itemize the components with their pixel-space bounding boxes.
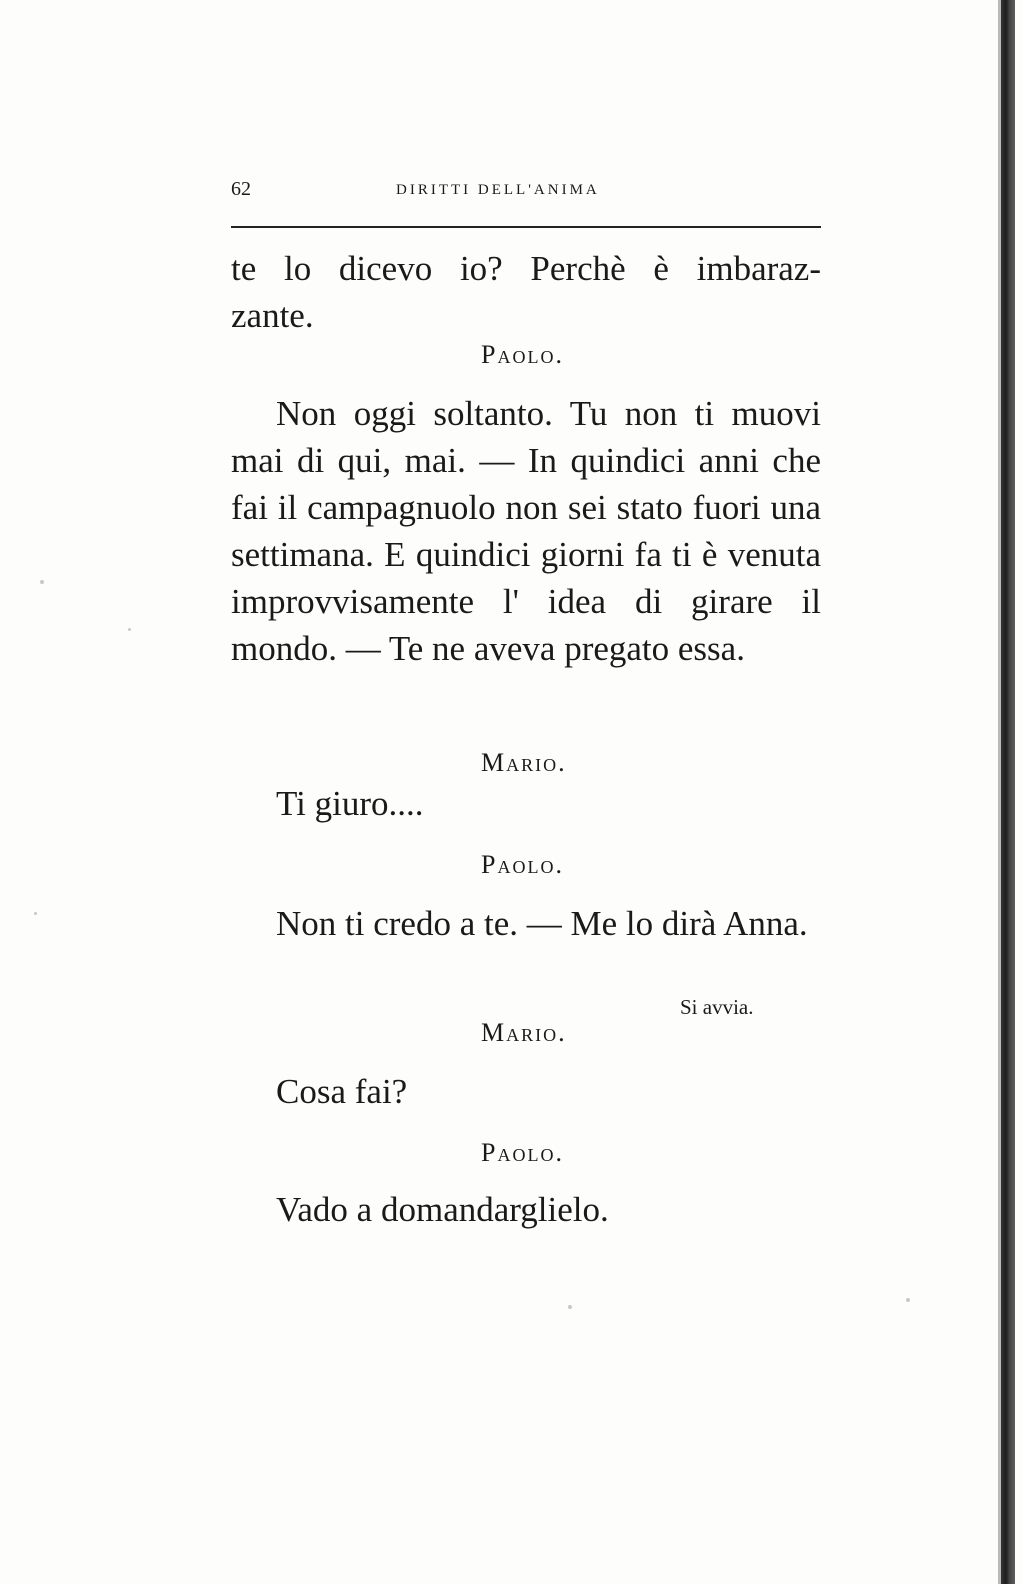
dialogue-paragraph: Non oggi soltanto. Tu non ti muovi mai di qui, mai. — In quindici anni che fai il campagnuolo non sei stato fuori una settimana. E quindici giorni fa ti è venuta improvvisamente l' idea di girare il mondo. — Te ne aveva pregato essa. (231, 394, 821, 668)
dialogue-paragraph: Vado a domandarglielo. (276, 1190, 609, 1229)
dialogue-paragraph: Cosa fai? (276, 1072, 408, 1111)
paragraph-line: te lo dicevo io? Perchè è imbaraz- (231, 249, 821, 288)
stage-direction: Si avvia. (680, 995, 754, 1019)
page-header (231, 178, 821, 208)
running-title: DIRITTI DELL'ANIMA (396, 182, 600, 198)
header-rule (231, 226, 821, 228)
paper-speckle (906, 1298, 910, 1302)
speaker-label: Mario. (481, 1018, 567, 1047)
book-spine (1001, 0, 1015, 1584)
speaker-label: Paolo. (481, 340, 564, 369)
speaker-label: Paolo. (481, 850, 564, 879)
book-spine-edge (998, 0, 1001, 1584)
paper-speckle (128, 628, 131, 631)
paragraph-continued (231, 245, 821, 339)
speaker-label: Mario. (481, 748, 567, 777)
dialogue-paragraph: Ti giuro.... (276, 784, 424, 823)
paper-speckle (568, 1305, 572, 1309)
paper-speckle (34, 912, 37, 915)
speaker-label: Paolo. (481, 1138, 564, 1167)
dialogue-paragraph: Non ti credo a te. — Me lo dirà Anna. (276, 904, 808, 943)
paragraph-line: zante. (231, 296, 314, 335)
page-number: 62 (231, 178, 251, 200)
paper-speckle (40, 580, 44, 584)
